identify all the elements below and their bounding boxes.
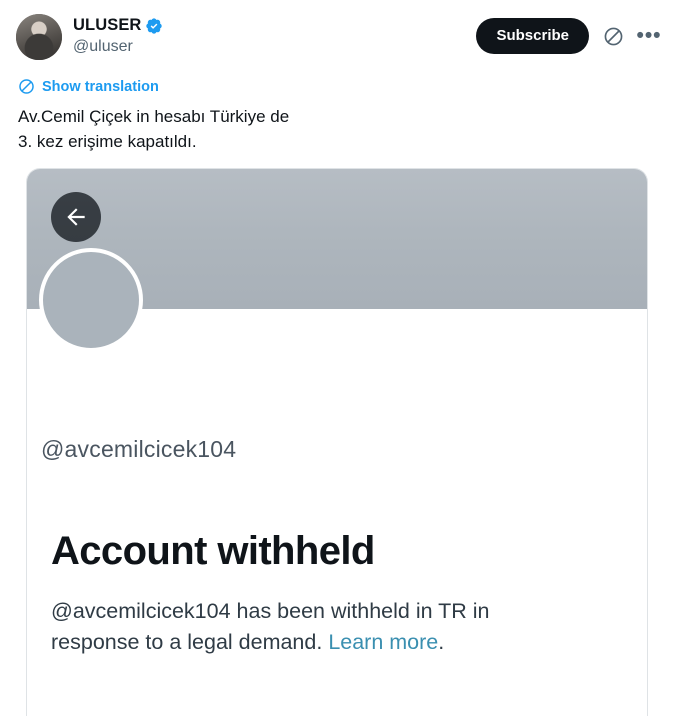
account-withheld-title: Account withheld <box>51 529 375 573</box>
profile-body <box>27 309 647 715</box>
tweet-text <box>18 104 661 154</box>
more-options-dots: ••• <box>636 24 662 47</box>
show-translation-link[interactable]: Show translation <box>42 78 159 95</box>
withheld-body-text: @avcemilcicek104 has been withheld in TR in response to a legal demand. <box>51 599 490 654</box>
author-display-name[interactable]: ULUSER <box>73 16 142 34</box>
translate-icon <box>18 78 35 95</box>
profile-handle: @avcemilcicek104 <box>41 436 237 462</box>
more-options-icon[interactable] <box>637 24 661 48</box>
tweet-text-line-1: Av.Cemil Çiçek in hesabı Türkiye de <box>18 107 290 126</box>
embedded-profile-card[interactable] <box>26 168 648 716</box>
avatar-image <box>16 14 62 60</box>
learn-more-link[interactable]: Learn more <box>328 630 439 654</box>
author-name-block <box>73 14 163 57</box>
author-name-line <box>73 15 163 35</box>
author-handle[interactable]: @uluser <box>73 38 133 55</box>
tweet-header <box>16 14 661 66</box>
avatar[interactable] <box>16 14 62 60</box>
verified-badge-icon <box>145 17 163 35</box>
subscribe-button[interactable]: Subscribe <box>476 18 589 54</box>
tweet-header-actions <box>476 14 661 54</box>
tweet-text-line-2: 3. kez erişime kapatıldı. <box>18 132 197 151</box>
withheld-body-suffix: . <box>438 630 445 654</box>
profile-avatar <box>39 248 143 352</box>
account-withheld-body <box>51 596 571 658</box>
show-translation-row[interactable] <box>18 78 661 95</box>
translate-icon[interactable] <box>601 24 625 48</box>
back-arrow-icon[interactable] <box>51 192 101 242</box>
